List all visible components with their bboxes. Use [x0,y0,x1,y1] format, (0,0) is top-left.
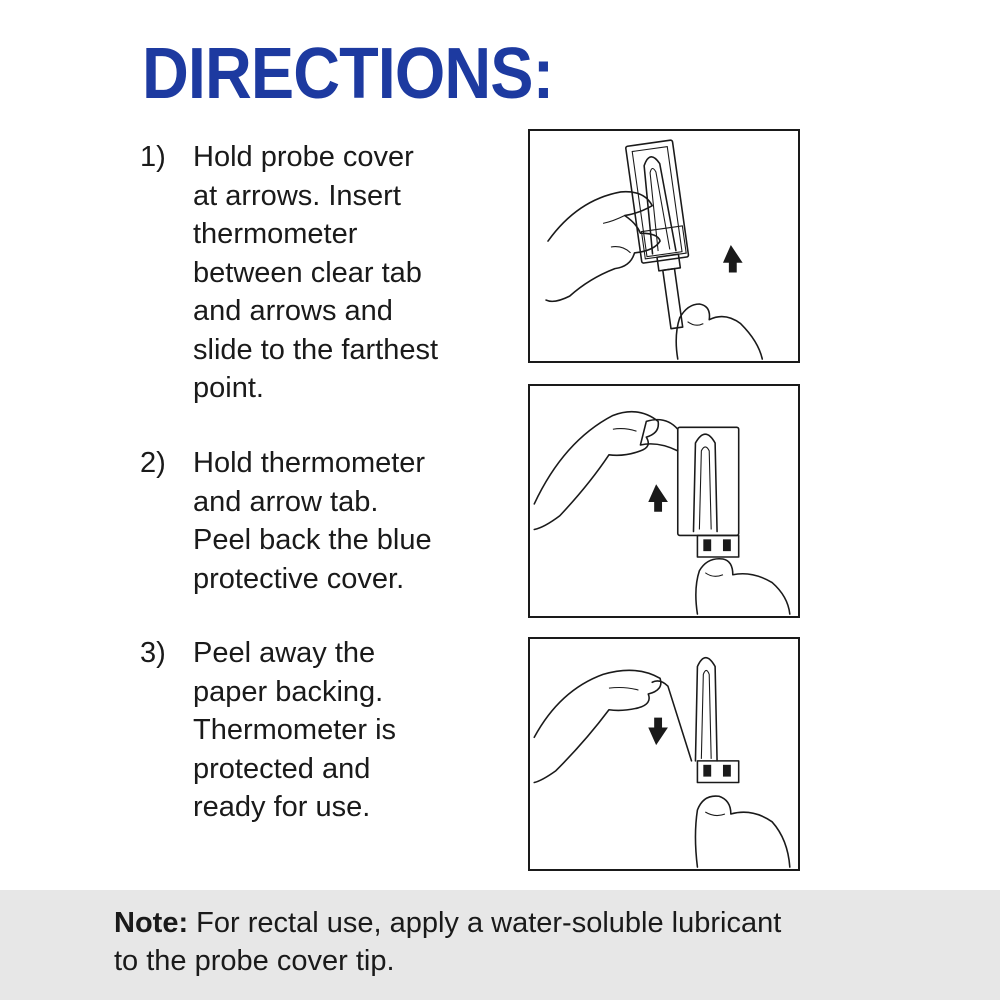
note-text: Note: For rectal use, apply a water-soluble lubricant to the probe cover tip. [114,907,782,977]
insert-thermometer-icon [530,131,798,361]
step-text: Peel away the paper backing. Thermometer is protected and ready for use. [193,637,397,823]
arrow-up-icon [723,245,743,273]
step-text: Hold thermometer and arrow tab. Peel back the blue protective cover. [193,447,432,595]
peel-cover-icon [530,386,798,616]
step-number: 1) [140,141,166,173]
step-number: 3) [140,637,166,669]
note-box [0,890,1000,1000]
peel-blue-cover-illustration [528,384,800,618]
step-number: 2) [140,447,166,479]
peel-paper-backing-illustration [528,637,800,871]
page-title: DIRECTIONS: [142,34,554,114]
step-text: Hold probe cover at arrows. Insert thermometer between clear tab and arrows and slide to the farthest point. [193,141,439,404]
insert-thermometer-illustration [528,129,800,363]
peel-backing-icon [530,639,798,869]
arrow-up-icon [648,484,668,512]
note-label: Note: [114,907,189,939]
arrow-down-icon [648,718,668,746]
